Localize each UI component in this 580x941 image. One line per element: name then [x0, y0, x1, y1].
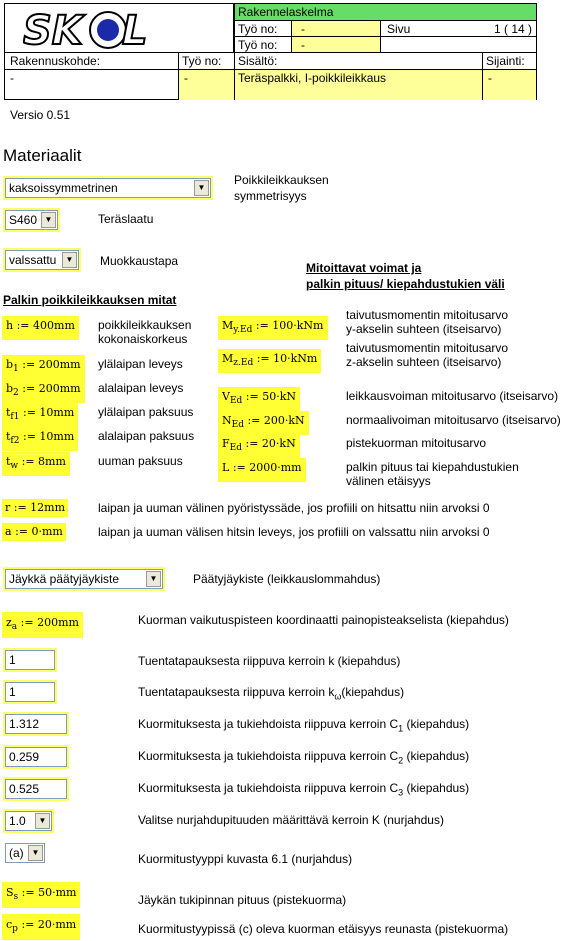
c2-desc-a: Kuormituksesta ja tukiehdoista riippuva kerroin C: [138, 749, 399, 763]
sijainti-value: -: [488, 71, 492, 85]
ss-value: := 50·mm: [21, 886, 77, 899]
chevron-down-icon: ▼: [28, 845, 43, 861]
steel-grade-value: S460: [9, 213, 38, 227]
chevron-down-icon: ▼: [41, 212, 56, 228]
za-symbol: z: [6, 616, 12, 629]
force-math-0[interactable]: [218, 316, 328, 340]
cp-sub: p: [12, 924, 18, 935]
tyo-no3-value: -: [184, 71, 188, 85]
materials-title: Materiaalit: [3, 146, 82, 165]
dim-symbol: b: [6, 382, 14, 395]
dim-desc-2: alalaipan leveys: [98, 381, 184, 395]
force-value: := 10·kNm: [256, 352, 318, 365]
ss-math[interactable]: [2, 882, 80, 908]
c2-desc-b: (kiepahdus): [403, 749, 470, 763]
dim-symbol: t: [6, 455, 11, 468]
dim-math-1[interactable]: [2, 355, 85, 379]
cp-value: := 20·mm: [21, 918, 77, 931]
dim-value: := 10mm: [22, 430, 75, 443]
sisalto-cell: [234, 52, 483, 100]
chevron-down-icon: ▼: [146, 571, 161, 587]
a-symbol: a: [5, 525, 12, 538]
chevron-down-icon: ▼: [35, 813, 50, 829]
forming-value: valssattu: [9, 253, 57, 267]
dim-symbol: t: [6, 406, 11, 419]
kw-desc-sub: ω: [334, 691, 342, 702]
kw-input[interactable]: 1: [5, 682, 55, 702]
buckling-k-desc: Valitse nurjahdupituuden määrittävä kerroin K (nurjahdus): [138, 813, 444, 827]
version-text: Versio 0.51: [10, 108, 71, 122]
dim-value: := 200mm: [22, 358, 81, 371]
kw-desc: [138, 685, 404, 703]
dim-desc-5: uuman paksuus: [98, 454, 183, 468]
force-desc-5: palkin pituus tai kiepahdustukien: [346, 460, 519, 474]
dim-desc-0: poikkileikkauksen: [98, 318, 192, 332]
forces-title-2: palkin pituus/ kiepahdustukien väli: [306, 277, 505, 291]
svg-text:L: L: [122, 8, 148, 52]
force-math-4[interactable]: [218, 434, 300, 458]
dim-math-3[interactable]: [2, 403, 78, 427]
buckling-k-select[interactable]: [5, 811, 52, 831]
steel-grade-label: Teräslaatu: [98, 212, 154, 226]
symmetry-select-value: kaksoissymmetrinen: [9, 181, 118, 195]
c3-desc-a: Kuormituksesta ja tukiehdoista riippuva kerroin C: [138, 781, 399, 795]
dim-value: := 400mm: [16, 319, 75, 332]
cp-math[interactable]: [2, 914, 80, 940]
k-desc: Tuentatapauksesta riippuva kerroin k (kiepahdus): [138, 654, 401, 668]
c2-desc-sub: 2: [398, 755, 404, 766]
end-stiffener-value: Jäykkä päätyjäykiste: [9, 572, 120, 586]
force-desc-2: leikkausvoiman mitoitusarvo (itseisarvo): [346, 389, 559, 403]
dim-symbol: b: [6, 358, 14, 371]
tyo-no3-cell: [178, 52, 235, 100]
force-sub: y.Ed: [233, 325, 253, 336]
rakennuskohde-cell: [4, 52, 179, 100]
sijainti-cell: [482, 52, 537, 100]
dim-sub: f1: [10, 412, 20, 423]
c3-desc-sub: 3: [398, 787, 404, 798]
force-symbol: M: [222, 352, 234, 365]
c2-desc: [138, 749, 469, 767]
tyo-no-label: Työ no:: [238, 22, 278, 36]
dim-desc-4: alalaipan paksuus: [98, 429, 195, 443]
force-math-5[interactable]: [218, 458, 306, 482]
header-title: Rakennelaskelma: [238, 5, 334, 19]
c1-desc-a: Kuormituksesta ja tukiehdoista riippuva kerroin C: [138, 717, 399, 731]
force-desc2-5: välinen etäisyys: [346, 474, 431, 488]
force-math-2[interactable]: [218, 387, 300, 411]
dim-value: := 200mm: [22, 382, 81, 395]
force-desc-4: pistekuorman mitoitusarvo: [346, 436, 487, 450]
force-desc2-1: z-akselin suhteen (itseisarvo): [346, 355, 502, 369]
dim-desc2-0: kokonaiskorkeus: [98, 332, 188, 346]
end-stiffener-label: Päätyjäykiste (leikkauslommahdus): [193, 572, 381, 586]
symmetry-label-1: Poikkileikkauksen: [234, 173, 329, 187]
forces-title-1: Mitoittavat voimat ja: [306, 261, 422, 275]
tyo-no-value-2: -: [301, 38, 305, 52]
dim-sub: 2: [13, 388, 19, 399]
a-value: := 0·mm: [15, 525, 63, 538]
dim-desc-3: ylälaipan paksuus: [98, 405, 194, 419]
force-value: := 50·kN: [245, 390, 297, 403]
force-symbol: V: [222, 390, 230, 403]
dim-symbol: h: [6, 319, 14, 332]
ss-desc: Jäykän tukipinnan pituus (pistekuorma): [138, 893, 347, 907]
dim-math-2[interactable]: [2, 379, 85, 403]
dim-math-5[interactable]: [2, 452, 70, 476]
c1-desc-b: (kiepahdus): [403, 717, 470, 731]
force-symbol: F: [222, 437, 230, 450]
empty-cell: [380, 36, 537, 53]
dim-desc-1: ylälaipan leveys: [98, 357, 183, 371]
za-sub: a: [11, 622, 18, 633]
rakennuskohde-label: Rakennuskohde:: [10, 54, 101, 68]
force-symbol: L: [222, 461, 230, 474]
r-math[interactable]: [2, 499, 68, 517]
force-desc2-0: y-akselin suhteen (itseisarvo): [346, 322, 502, 336]
forming-select[interactable]: [5, 250, 79, 270]
a-desc: laipan ja uuman välisen hitsin leveys, jos profiili on valssattu niin arvoksi 0: [98, 525, 490, 539]
za-value: := 200mm: [20, 616, 79, 629]
chevron-down-icon: ▼: [62, 252, 77, 268]
c1-desc: [138, 717, 469, 735]
kw-desc-a: Tuentatapauksesta riippuva kerroin k: [138, 685, 335, 699]
header-title-cell: [234, 3, 537, 21]
cp-symbol: c: [6, 918, 13, 931]
a-math[interactable]: [2, 523, 66, 541]
dim-sub: 1: [13, 364, 19, 375]
document-header: [4, 3, 537, 99]
end-stiffener-select[interactable]: [5, 569, 163, 589]
c3-desc-b: (kiepahdus): [403, 781, 470, 795]
cp-desc: Kuormitustyypissä (c) oleva kuorman etäisyys reunasta (pistekuorma): [138, 922, 509, 936]
load-type-desc: Kuormitustyyppi kuvasta 6.1 (nurjahdus): [138, 852, 353, 866]
tyo-no-label-cell-2: [234, 36, 292, 53]
force-math-3[interactable]: [218, 411, 309, 435]
c3-input[interactable]: 0.525: [5, 779, 67, 799]
force-sub: Ed: [231, 420, 244, 431]
za-math[interactable]: [2, 612, 83, 638]
za-desc: Kuorman vaikutuspisteen koordinaatti painopisteakselista (kiepahdus): [138, 613, 509, 627]
logo-cell: [4, 3, 234, 53]
tyo-no-value-cell: [291, 20, 381, 37]
c1-input[interactable]: 1.312: [5, 714, 67, 734]
tyo-no-label-cell: [234, 20, 292, 37]
buckling-k-value: 1.0: [9, 814, 26, 828]
force-symbol: M: [222, 319, 234, 332]
chevron-down-icon: ▼: [194, 180, 209, 196]
sisalto-label: Sisältö:: [238, 54, 278, 68]
tyo-no-value: -: [301, 22, 305, 36]
svg-text:SK: SK: [23, 8, 83, 52]
sivu-value: 1 ( 14 ): [493, 22, 532, 36]
load-type-value: (a): [9, 846, 24, 860]
force-value: := 200·kN: [247, 414, 305, 427]
r-desc: laipan ja uuman välinen pyöristyssäde, jos profiili on hitsattu niin arvoksi 0: [98, 501, 490, 515]
tyo-no-label-2: Työ no:: [238, 38, 278, 52]
dims-title: Palkin poikkileikkauksen mitat: [3, 293, 177, 307]
forming-label: Muokkaustapa: [100, 254, 179, 268]
tyo-no-value-cell-2: [291, 36, 381, 53]
force-sub: Ed: [229, 443, 242, 454]
force-desc-3: normaalivoiman mitoitusarvo (itseisarvo): [346, 413, 561, 427]
c2-input[interactable]: 0.259: [5, 747, 67, 767]
kw-desc-b: (kiepahdus): [341, 685, 405, 699]
symmetry-label-2: symmetrisyys: [234, 189, 307, 203]
sisalto-value: Teräspalkki, I-poikkileikkaus: [238, 71, 387, 85]
sivu-cell: [380, 20, 537, 37]
symmetry-select[interactable]: [5, 178, 211, 198]
dim-sub: f2: [10, 436, 20, 447]
force-sub: z.Ed: [233, 358, 254, 369]
tyo-no3-label: Työ no:: [182, 54, 222, 68]
dim-math-4[interactable]: [2, 427, 78, 451]
force-value: := 2000·mm: [232, 461, 302, 474]
force-sub: Ed: [229, 396, 243, 407]
force-value: := 20·kN: [245, 437, 296, 450]
rakennuskohde-value: -: [10, 71, 14, 85]
dim-symbol: t: [6, 430, 11, 443]
k-input[interactable]: 1: [5, 650, 55, 670]
dim-value: := 10mm: [22, 406, 75, 419]
sivu-label: Sivu: [387, 22, 411, 36]
r-symbol: r: [5, 501, 11, 514]
c3-desc: [138, 781, 469, 799]
c1-desc-sub: 1: [398, 723, 404, 734]
load-type-select[interactable]: [5, 843, 45, 863]
force-value: := 100·kNm: [255, 319, 324, 332]
ss-sub: s: [13, 892, 19, 903]
dim-value: := 8mm: [21, 455, 66, 468]
force-symbol: N: [222, 414, 232, 427]
sijainti-label: Sijainti:: [486, 54, 525, 68]
force-math-1[interactable]: [218, 349, 321, 373]
dim-math-0[interactable]: [2, 316, 79, 340]
ss-symbol: S: [6, 886, 14, 899]
force-desc-1: taivutusmomentin mitoitusarvo: [346, 341, 509, 355]
r-value: := 12mm: [13, 501, 66, 514]
skol-logo: [23, 6, 153, 52]
dim-sub: w: [10, 461, 19, 472]
steel-grade-select[interactable]: [5, 210, 58, 230]
force-desc-0: taivutusmomentin mitoitusarvo: [346, 308, 509, 322]
